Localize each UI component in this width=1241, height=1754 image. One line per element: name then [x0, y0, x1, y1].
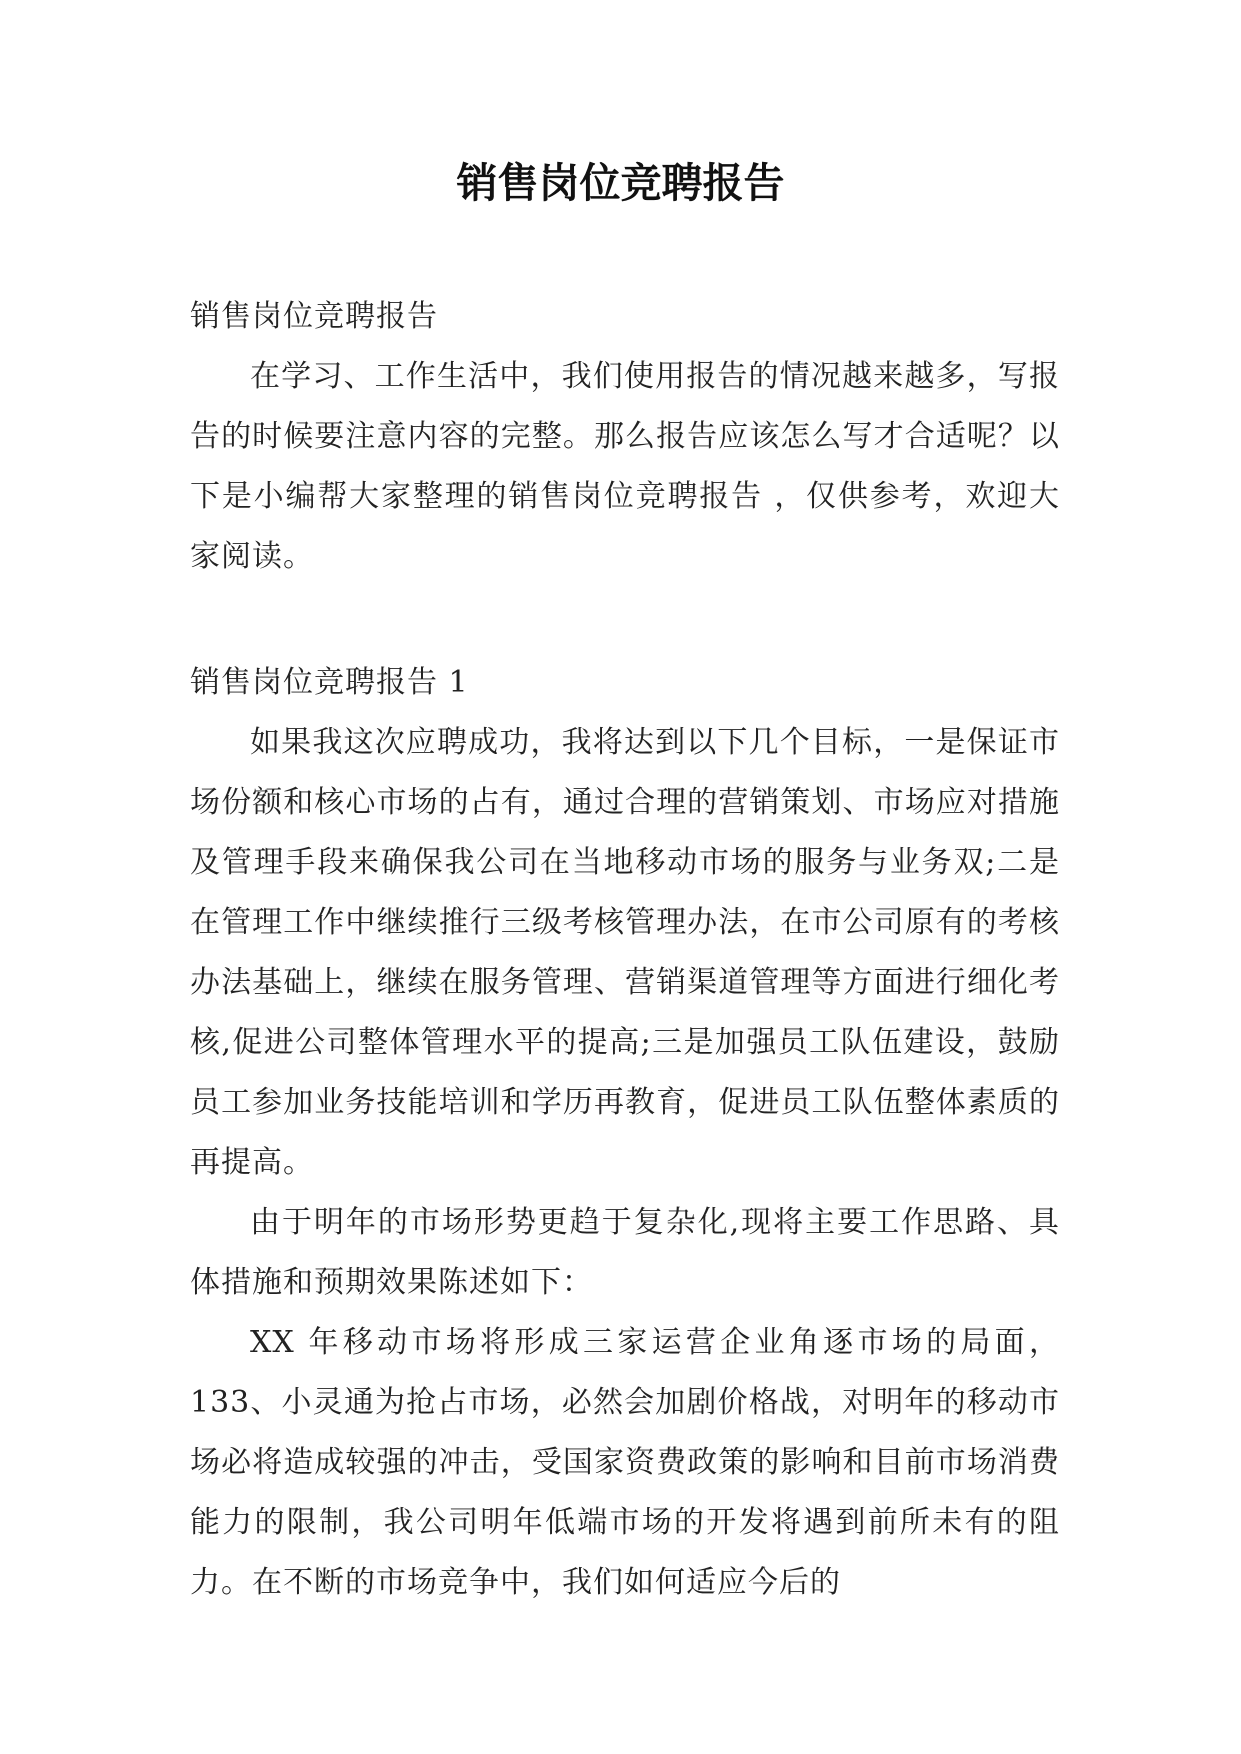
- intro-heading: 销售岗位竞聘报告: [190, 299, 438, 334]
- document-title: 销售岗位竞聘报告: [456, 159, 785, 207]
- section1-paragraph: XX 年移动市场将形成三家运营企业角逐市场的局面，133、小灵通为抢占市场，必然会加剧价格战，对明年的移动市场必将造成较强的冲击，受国家资费政策的影响和目前市场消费能力的限制，我公司明年低端市场的开发将遇到前所未有的阻力。在不断的市场竞争中，我们如何适应今后的: [190, 1325, 1060, 1600]
- document-body: [190, 287, 1060, 1613]
- section1-paragraph: 由于明年的市场形势更趋于复杂化,现将主要工作思路、具体措施和预期效果陈述如下：: [190, 1205, 1060, 1300]
- intro-paragraph: 在学习、工作生活中，我们使用报告的情况越来越多，写报告的时候要注意内容的完整。那么报告应该怎么写才合适呢？以下是小编帮大家整理的销售岗位竞聘报告 ，仅供参考，欢迎大家阅读。: [190, 359, 1060, 574]
- section-spacer: [190, 587, 1060, 653]
- section1-paragraph: 如果我这次应聘成功，我将达到以下几个目标，一是保证市场份额和核心市场的占有，通过合理的营销策划、市场应对措施及管理手段来确保我公司在当地移动市场的服务与业务双;二是在管理工作中继续推行三级考核管理办法，在市公司原有的考核办法基础上，继续在服务管理、营销渠道管理等方面进行细化考核,促进公司整体管理水平的提高;三是加强员工队伍建设，鼓励员工参加业务技能培训和学历再教育，促进员工队伍整体素质的再提高。: [190, 725, 1060, 1180]
- section1-heading: 销售岗位竞聘报告 1: [190, 665, 469, 700]
